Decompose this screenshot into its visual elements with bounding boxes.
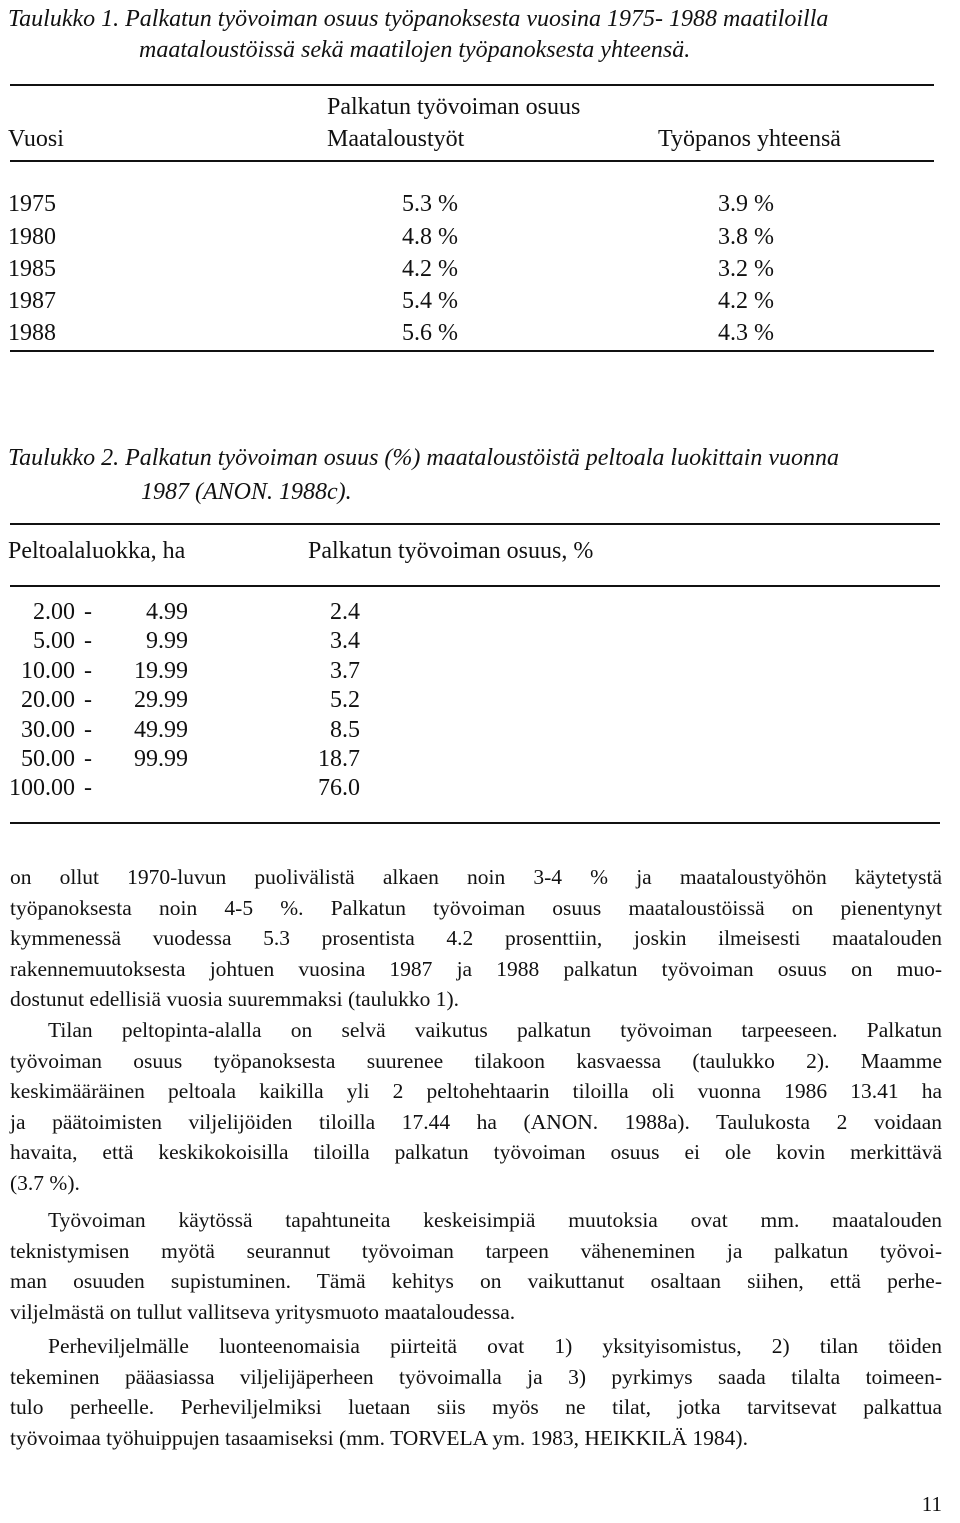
table2-share: 3.7: [330, 658, 360, 684]
table2-share: 5.2: [330, 687, 360, 713]
table1-caption-line1: [8, 4, 828, 34]
table2-bottom-rule: [10, 822, 940, 824]
table1-total: 3.2 %: [718, 256, 774, 282]
text-line: keskimääräinen peltoala kaikilla yli 2 peltohehtaarin tiloilla oli vuonna 1986 13.41 ha: [10, 1079, 942, 1103]
table1-farm: 4.8 %: [402, 224, 458, 250]
page-number: 11: [921, 1492, 942, 1516]
table1-total: 4.2 %: [718, 288, 774, 314]
text-line: dostunut edellisiä vuosia suuremmaksi (taulukko 1).: [10, 987, 460, 1011]
table2-to: 49.99: [134, 717, 188, 743]
table1-top-rule: [10, 84, 934, 86]
table2-to: 19.99: [134, 658, 188, 684]
text-line: työvoiman osuus työpanoksesta suurenee tilakoon kasvaessa (taulukko 2). Maamme: [10, 1048, 942, 1073]
table2-to: 99.99: [134, 746, 188, 772]
table2-to: 9.99: [146, 628, 188, 654]
table1-total: 4.3 %: [718, 320, 774, 346]
table1-caption-line2: maataloustöissä sekä maatilojen työpanoksesta yhteensä.: [139, 37, 691, 63]
table2-dash: -: [84, 717, 92, 743]
text-line: Tilan peltopinta-alalla on selvä vaikutus palkatun työvoiman tarpeeseen. Palkatun: [48, 1018, 942, 1042]
table1-farm: 5.3 %: [402, 191, 458, 217]
table2-from: 30.00: [21, 717, 75, 743]
table2-dash: -: [84, 628, 92, 654]
table2-from: 50.00: [21, 746, 75, 772]
table2-share: 3.4: [330, 628, 360, 654]
text-line: kymmenessä vuodessa 5.3 prosentista 4.2 prosenttiin, joskin ilmeisesti maatalouden: [10, 926, 942, 950]
table2-dash: -: [84, 687, 92, 713]
table1-col-farm-work: Maataloustyöt: [327, 126, 465, 152]
table2-top-rule: [10, 523, 940, 525]
table2-caption-line1: [8, 443, 839, 473]
table1-farm: 5.6 %: [402, 320, 458, 346]
table1-total: 3.9 %: [718, 191, 774, 217]
text-line: työpanoksesta noin 4-5 %. Palkatun työvoiman osuus maataloustöissä on pienentynyt: [10, 895, 942, 920]
table2-caption-label: Taulukko 2.: [8, 445, 120, 471]
paragraph-4: [10, 1331, 942, 1453]
paragraph-2: [10, 1015, 942, 1198]
text-line: (3.7 %).: [10, 1170, 80, 1195]
table2-to: 4.99: [146, 599, 188, 625]
table1-year: 1975: [8, 191, 56, 217]
paragraph-3: [10, 1205, 942, 1327]
table2-from: 2.00: [33, 599, 75, 625]
table2-from: 100.00: [9, 775, 75, 801]
table1-header-rule: [10, 160, 934, 162]
text-line: Perheviljelmälle luonteenomaisia piirteitä ovat 1) yksityisomistus, 2) tilan töiden: [48, 1334, 942, 1358]
text-line: teknistymisen myötä seurannut työvoiman tarpeen väheneminen ja palkatun työvoi-: [10, 1238, 942, 1263]
table2-dash: -: [84, 658, 92, 684]
table1-year: 1987: [8, 288, 56, 314]
table1-bottom-rule: [10, 350, 934, 352]
table1-col-year: Vuosi: [8, 126, 64, 152]
table1-farm: 5.4 %: [402, 288, 458, 314]
table2-header-rule: [10, 585, 940, 587]
table2-dash: -: [84, 746, 92, 772]
table2-to: 29.99: [134, 687, 188, 713]
text-line: viljelmästä on tullut vallitseva yritysmuoto maataloudessa.: [10, 1299, 516, 1324]
text-line: ja päätoimisten viljelijöiden tiloilla 17.44 ha (ANON. 1988a). Taulukosta 2 voidaan: [10, 1109, 942, 1134]
table2-from: 5.00: [33, 628, 75, 654]
table2-from: 10.00: [21, 658, 75, 684]
table2-share: 76.0: [318, 775, 360, 801]
table2-dash: -: [84, 775, 92, 801]
table2-caption-title: Palkatun työvoiman osuus (%) maataloustöistä peltoala luokittain vuonna: [125, 445, 840, 471]
text-line: man osuuden supistuminen. Tämä kehitys on vaikuttanut osaltaan siihen, että perhe-: [10, 1269, 942, 1293]
table2-share: 2.4: [330, 599, 360, 625]
table2-from: 20.00: [21, 687, 75, 713]
paragraph-1: [10, 862, 942, 1015]
table1-farm: 4.2 %: [402, 256, 458, 282]
table1-year: 1988: [8, 320, 56, 346]
table2-col-share: Palkatun työvoiman osuus, %: [308, 538, 594, 564]
text-line: tulo perheelle. Perheviljelmiksi luetaan siis myös ne tilat, jotka tarvitsevat palkattua: [10, 1395, 942, 1419]
table1-caption-title: Palkatun työvoiman osuus työpanoksesta vuosina 1975- 1988 maatiloilla: [125, 6, 829, 32]
table2-caption-line2: 1987 (ANON. 1988c).: [141, 479, 352, 505]
table2-share: 8.5: [330, 717, 360, 743]
table1-total: 3.8 %: [718, 224, 774, 250]
table2-share: 18.7: [318, 746, 360, 772]
table1-header-group: Palkatun työvoiman osuus: [327, 94, 581, 120]
text-line: tekeminen pääasiassa viljelijäperheen työvoimalla ja 3) pyrkimys saada tilalta toimeen-: [10, 1364, 942, 1389]
table1-year: 1985: [8, 256, 56, 282]
table2-col-class: Peltoalaluokka, ha: [8, 538, 186, 564]
table1-col-total: Työpanos yhteensä: [658, 126, 841, 152]
text-line: havaita, että keskikokoisilla tiloilla palkatun työvoiman osuus ei ole kovin merkittävä: [10, 1140, 942, 1164]
table1-caption-label: Taulukko 1.: [8, 6, 120, 32]
table2-dash: -: [84, 599, 92, 625]
text-line: on ollut 1970-luvun puolivälistä alkaen noin 3-4 % ja maataloustyöhön käytetystä: [10, 865, 942, 889]
table1-year: 1980: [8, 224, 56, 250]
text-line: työvoimaa työhuippujen tasaamiseksi (mm. TORVELA ym. 1983, HEIKKILÄ 1984).: [10, 1425, 748, 1450]
text-line: rakennemuutoksesta johtuen vuosina 1987 ja 1988 palkatun työvoiman osuus on muo-: [10, 956, 942, 981]
text-line: Työvoiman käytössä tapahtuneita keskeisimpiä muutoksia ovat mm. maatalouden: [48, 1208, 942, 1232]
